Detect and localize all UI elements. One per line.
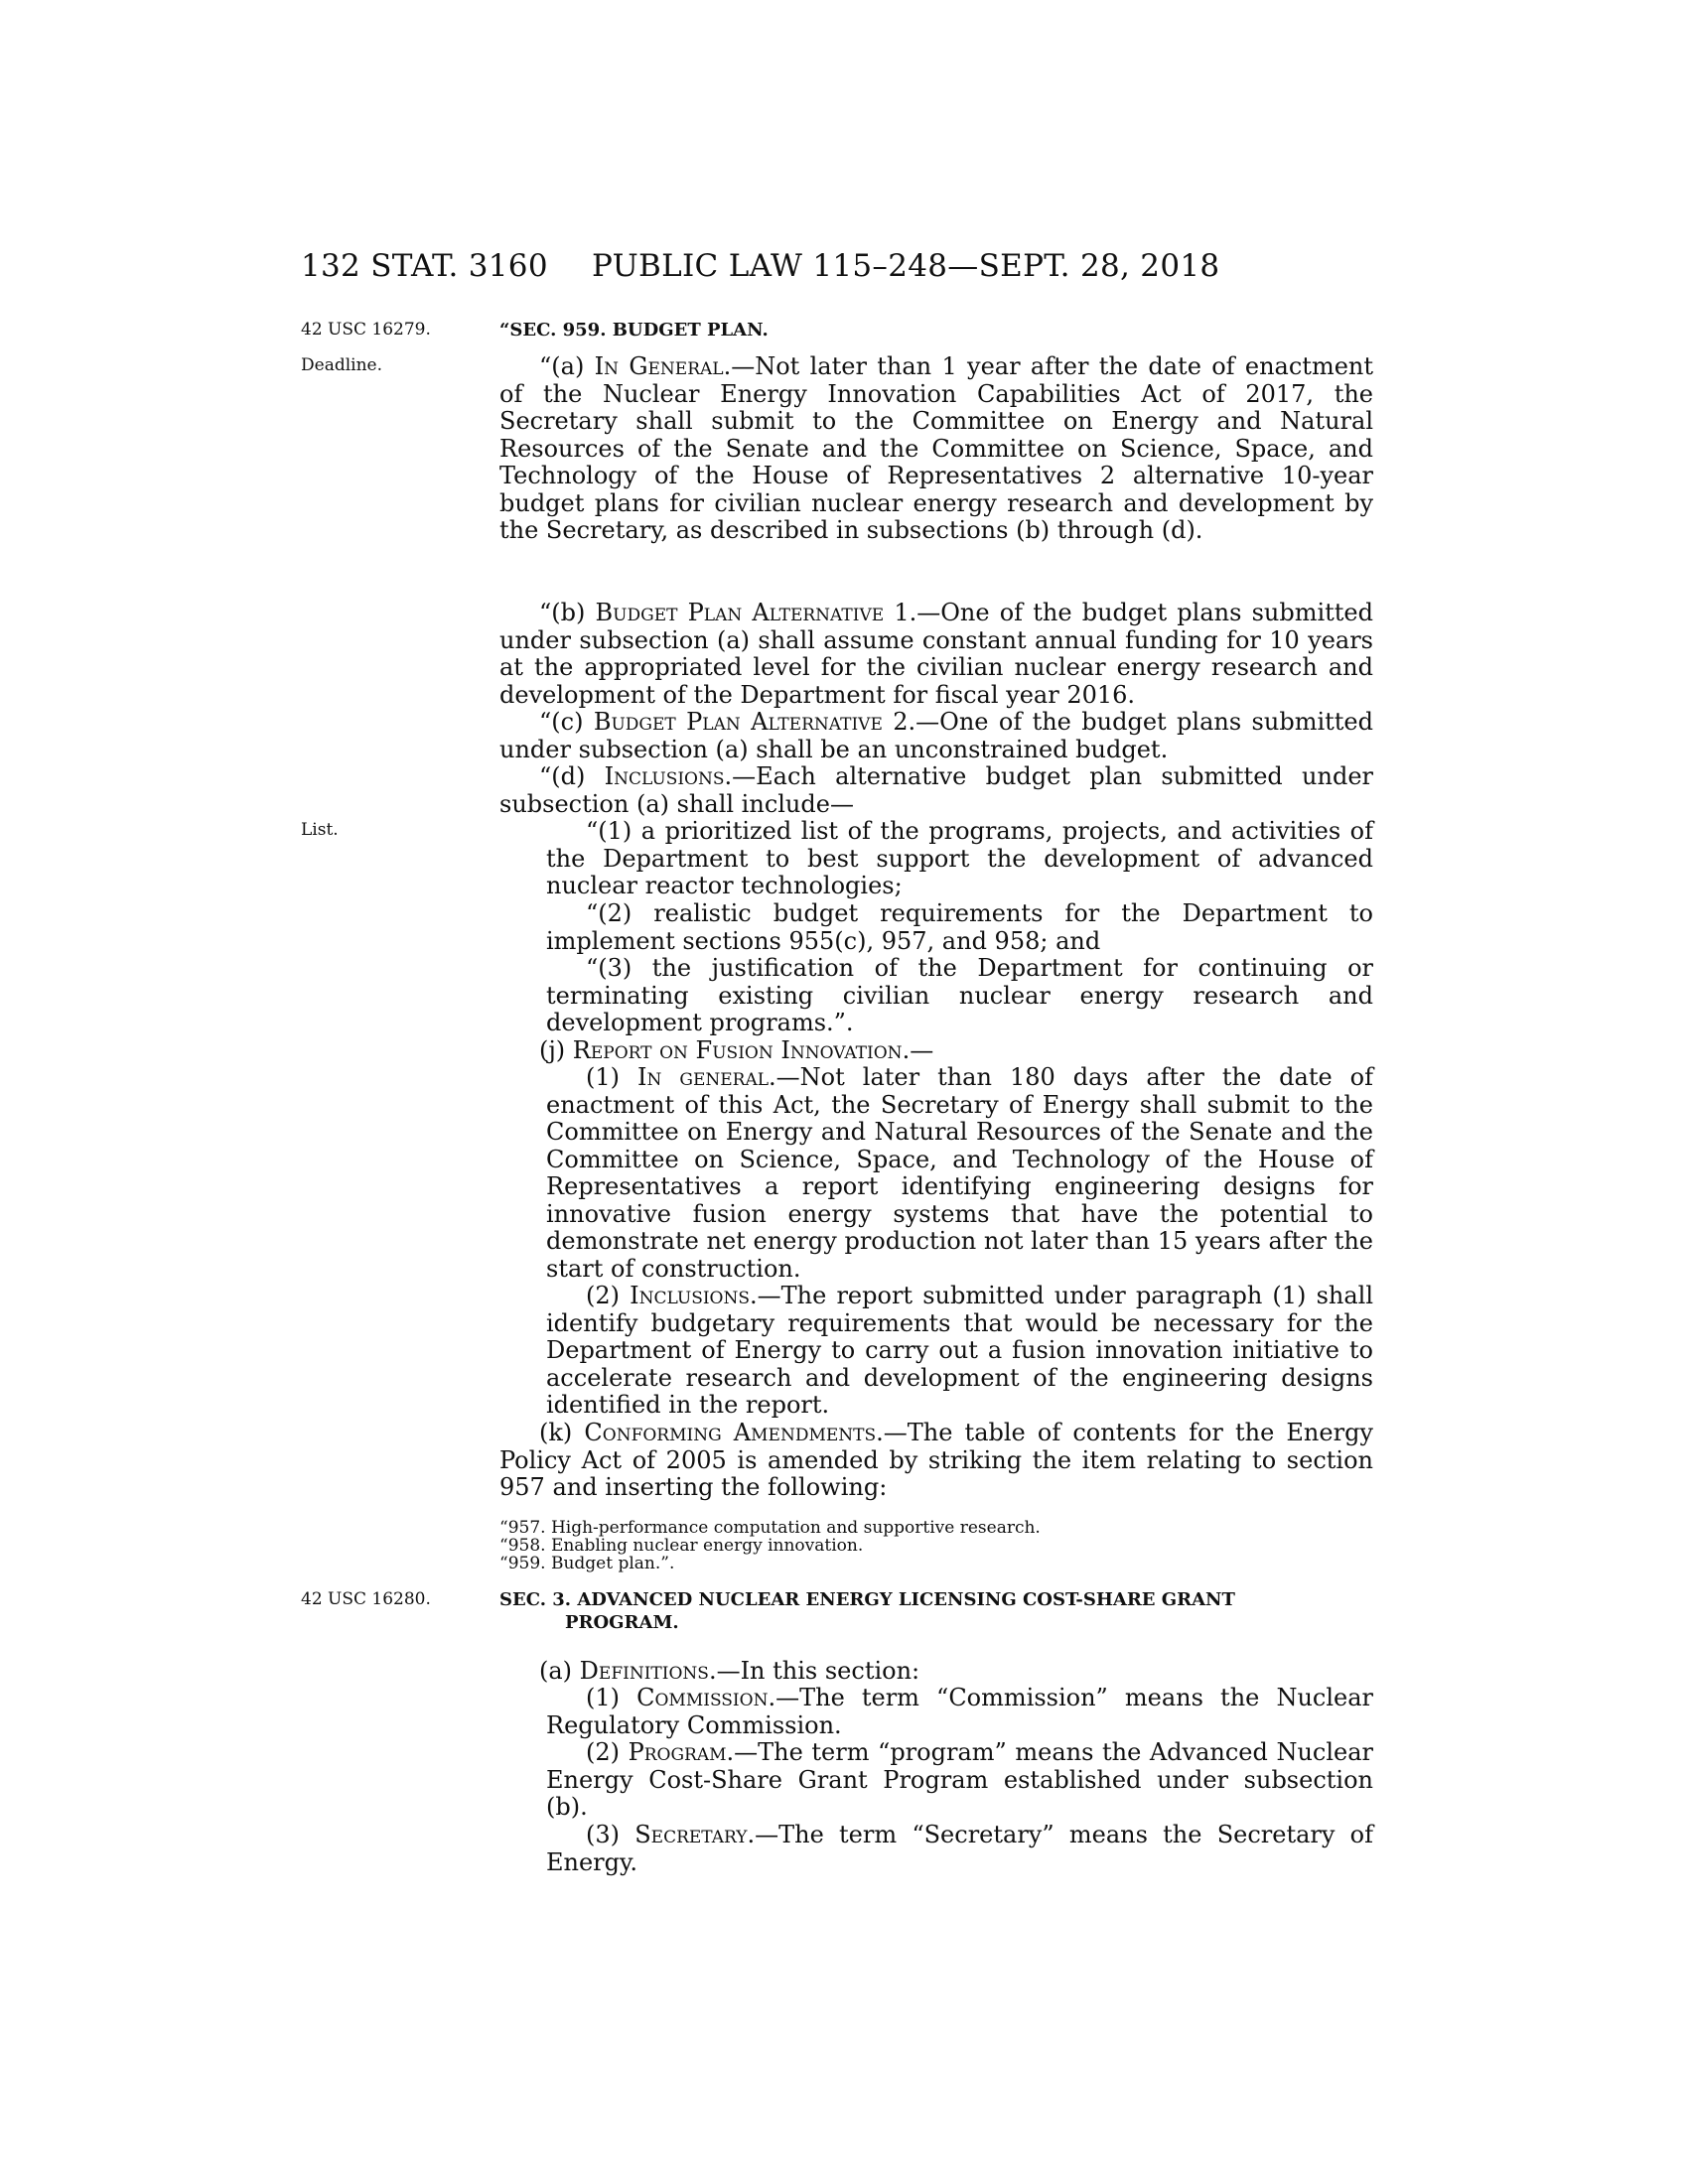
subsection-c-alternative-2: “(c) Budget Plan Alternative 2.—One of the budget plans submitted under subsection (a) shall be an unconstrained budget. xyxy=(499,708,1373,763)
running-head-title: PUBLIC LAW 115–248—SEPT. 28, 2018 xyxy=(592,248,1220,284)
toc-item-958: “958. Enabling nuclear energy innovation. xyxy=(499,1536,864,1556)
section-3-heading xyxy=(499,1589,1373,1633)
definition-program: (2) Program.—The term “program” means the Advanced Nuclear Energy Cost-Share Grant Program established under subsection (b). xyxy=(546,1738,1374,1821)
margin-note-usc-16279: 42 USC 16279. xyxy=(301,320,431,340)
paragraph-j2-inclusions: (2) Inclusions.—The report submitted under paragraph (1) shall identify budgetary requirements that would be necessary for the Department of Energy to carry out a fusion innovation initiative to accelerate research and development of the engineering designs identified in the report. xyxy=(546,1282,1373,1419)
list-item: “(1) a prioritized list of the programs, projects, and activities of the Department to best support the development of advanced nuclear reactor technologies; xyxy=(546,817,1373,899)
subsection-a-in-general: “(a) In General.—Not later than 1 year after the date of enactment of the Nuclear Energy Innovation Capabilities Act of 2017, the Secretary shall submit to the Committee on Energy and Natural Resources of the Senate and the Committee on Science, Space, and Technology of the House of Representatives 2 alternative 10-year budget plans for civilian nuclear energy research and development by the Secretary, as described in subsections (b) through (d). xyxy=(499,352,1374,544)
table-of-contents-insert xyxy=(499,1519,1373,1572)
definition-commission: (1) Commission.—The term “Commission” means the Nuclear Regulatory Commission. xyxy=(546,1684,1374,1739)
list-item: “(2) realistic budget requirements for the Department to implement sections 955(c), 957, and 958; and xyxy=(546,899,1373,955)
margin-note-deadline: Deadline. xyxy=(301,355,382,375)
paragraph-j1-in-general: (1) In general.—Not later than 180 days after the date of enactment of this Act, the Secretary of Energy shall submit to the Committee on Energy and Natural Resources of the Senate and the Committee on Science, Space, and Technology of the House of Representatives a report identifying engineering designs for innovative fusion energy systems that have the potential to demonstrate net energy production not later than 15 years after the start of construction. xyxy=(546,1063,1374,1283)
subsection-b-alternative-1: “(b) Budget Plan Alternative 1.—One of the budget plans submitted under subsection (a) shall assume constant annual funding for 10 years at the appropriated level for the civilian nuclear energy research and development of the Department for fiscal year 2016. xyxy=(499,599,1374,709)
section-959-heading: “SEC. 959. BUDGET PLAN. xyxy=(499,320,769,341)
running-head-stat: 132 STAT. 3160 xyxy=(301,248,548,284)
margin-note-list: List. xyxy=(301,820,339,840)
definition-secretary: (3) Secretary.—The term “Secretary” means the Secretary of Energy. xyxy=(546,1821,1374,1876)
list-item: “(3) the justification of the Department for continuing or terminating existing civilian nuclear energy research and development programs.”. xyxy=(546,954,1373,1036)
section-3-heading-line-1: SEC. 3. ADVANCED NUCLEAR ENERGY LICENSING COST-SHARE GRANT xyxy=(499,1589,1235,1610)
subsection-a-definitions: (a) Definitions.—In this section: xyxy=(539,1657,920,1685)
subsection-j-fusion-report: (j) Report on Fusion Innovation.— xyxy=(539,1036,934,1064)
margin-note-usc-16280: 42 USC 16280. xyxy=(301,1589,431,1609)
subsection-k-conforming-amendments: (k) Conforming Amendments.—The table of contents for the Energy Policy Act of 2005 is amended by striking the item relating to section 957 and inserting the following: xyxy=(499,1419,1373,1501)
subsection-d-inclusions: “(d) Inclusions.—Each alternative budget plan submitted under subsection (a) shall include— xyxy=(499,762,1373,818)
toc-item-959: “959. Budget plan.”. xyxy=(499,1554,675,1573)
toc-item-957: “957. High-performance computation and supportive research. xyxy=(499,1518,1041,1538)
section-3-heading-line-2: PROGRAM. xyxy=(565,1612,679,1633)
